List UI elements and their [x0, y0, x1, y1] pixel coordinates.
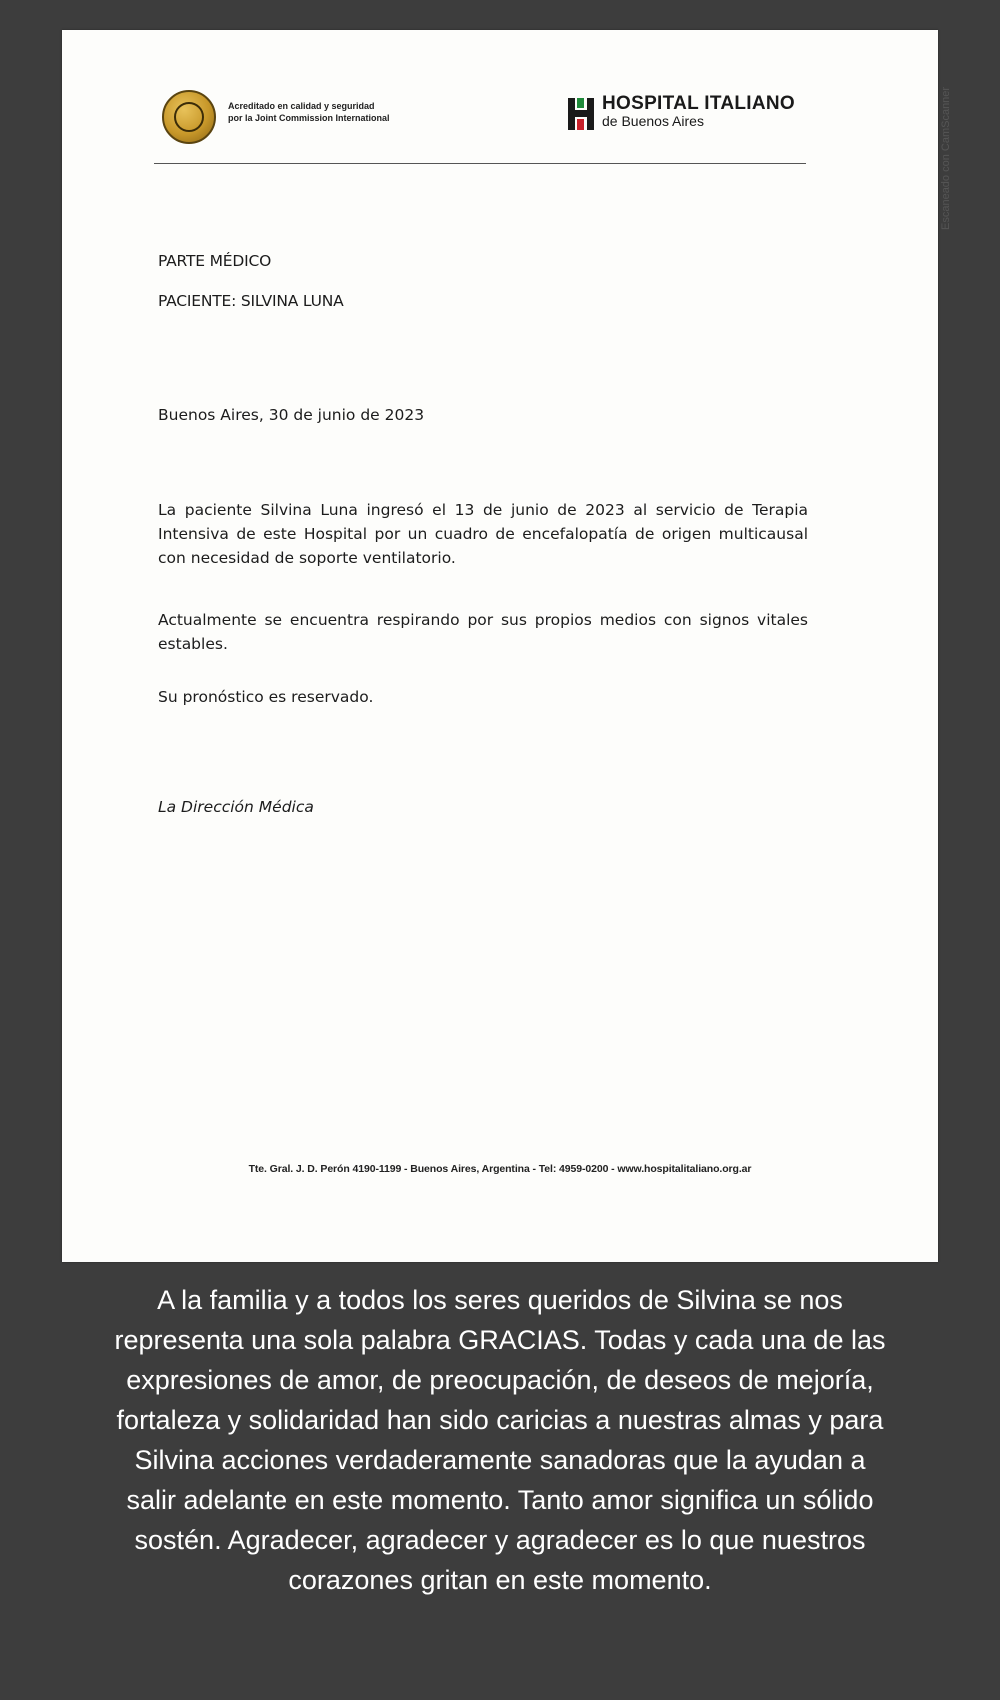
caption-line: A la familia y a todos los seres queridos de Silvina se nos [157, 1285, 843, 1315]
hospital-name-city: de Buenos Aires [602, 113, 704, 129]
hospital-name [602, 94, 795, 128]
family-message-caption [0, 1280, 1000, 1600]
paragraph-current-status: Actualmente se encuentra respirando por sus propios medios con signos vitales estables. [158, 611, 808, 653]
hospital-name-main: HOSPITAL ITALIANO [602, 93, 795, 114]
document-title: PARTE MÉDICO [158, 252, 272, 270]
caption-line: representa una sola palabra GRACIAS. Todas y cada una de las [114, 1325, 886, 1355]
accreditation-line-1: Acreditado en calidad y seguridad [228, 101, 375, 111]
caption-line: expresiones de amor, de preocupación, de deseos de mejoría, [126, 1365, 874, 1395]
caption-line: salir adelante en este momento. Tanto amor significa un sólido [126, 1485, 874, 1515]
paragraph-prognosis: Su pronóstico es reservado. [158, 688, 374, 706]
document-footer: Tte. Gral. J. D. Perón 4190-1199 - Buenos Aires, Argentina - Tel: 4959-0200 - www.hospitalitaliano.org.ar [248, 1163, 752, 1175]
caption-line: corazones gritan en este momento. [288, 1565, 712, 1595]
accreditation-seal-icon [162, 90, 216, 144]
signature-medical-direction: La Dirección Médica [158, 798, 314, 816]
scanner-watermark: Escaneado con CamScanner [940, 86, 952, 230]
caption-line: fortaleza y solidaridad han sido caricias a nuestras almas y para [116, 1405, 884, 1435]
document-date: Buenos Aires, 30 de junio de 2023 [158, 406, 425, 424]
patient-name: PACIENTE: SILVINA LUNA [158, 292, 344, 310]
hospital-cross-logo-icon [568, 98, 594, 130]
header-divider [154, 163, 806, 164]
caption-line: Silvina acciones verdaderamente sanadoras que la ayudan a [134, 1445, 866, 1475]
caption-line: sostén. Agradecer, agradecer y agradecer es lo que nuestros [134, 1525, 866, 1555]
accreditation-text [228, 100, 390, 124]
paragraph-admission: La paciente Silvina Luna ingresó el 13 de junio de 2023 al servicio de Terapia Intensiva de este Hospital por un cuadro de encefalopatía de origen multicausal con necesidad de soporte ventilatorio. [158, 501, 808, 567]
accreditation-line-2: por la Joint Commission International [228, 113, 390, 123]
scanned-document [62, 30, 952, 1262]
